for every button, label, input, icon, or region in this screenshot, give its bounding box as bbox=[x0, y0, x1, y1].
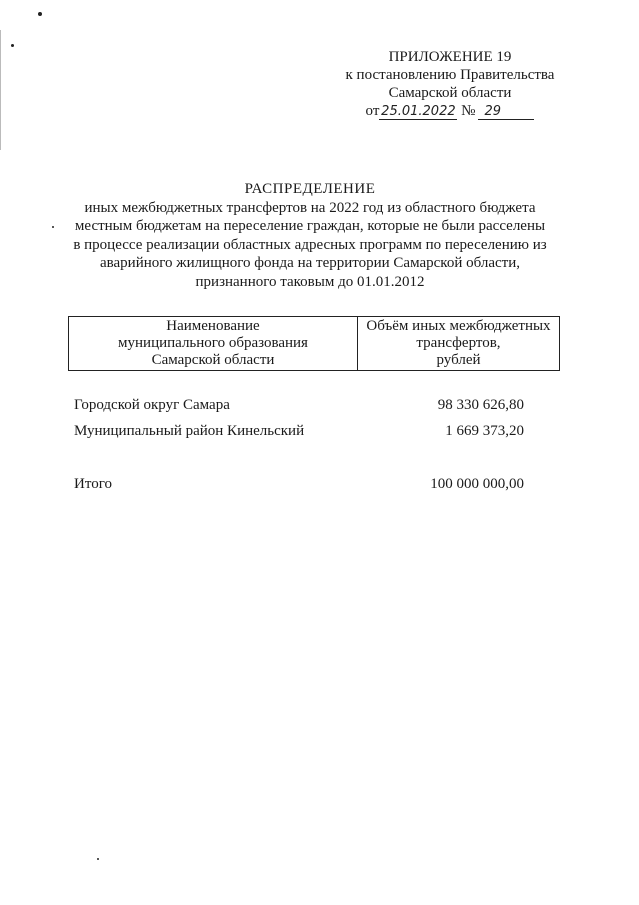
table-row bbox=[74, 422, 524, 448]
row-municipality: Городской округ Самара bbox=[74, 397, 230, 413]
appendix-block bbox=[330, 48, 570, 120]
title-line: признанного таковым до 01.01.2012 bbox=[195, 273, 425, 290]
header-text: Самарской области bbox=[151, 352, 275, 368]
scan-speck bbox=[97, 858, 99, 860]
header-text: рублей bbox=[436, 352, 481, 368]
total-row bbox=[74, 475, 524, 501]
table-row bbox=[74, 396, 524, 422]
header-text: Наименование bbox=[166, 318, 260, 334]
resolution-date-number bbox=[330, 102, 570, 120]
scan-speck bbox=[38, 12, 42, 16]
appendix-reference: к постановлению Правительства bbox=[345, 67, 555, 83]
row-municipality: Муниципальный район Кинельский bbox=[74, 423, 305, 439]
header-text: Объём иных межбюджетных bbox=[366, 318, 551, 334]
scan-edge-line bbox=[0, 30, 1, 150]
scan-speck bbox=[11, 44, 14, 47]
title-line: в процессе реализации областных адресных программ по переселению из bbox=[73, 236, 547, 253]
handwritten-date: 25.01.2022 bbox=[381, 104, 456, 119]
document-title bbox=[60, 180, 560, 291]
table-header bbox=[68, 316, 560, 371]
row-amount: 1 669 373,20 bbox=[445, 423, 524, 439]
header-text: муниципального образования bbox=[118, 335, 308, 351]
total-amount: 100 000 000,00 bbox=[430, 476, 524, 492]
title-line: аварийного жилищного фонда на территории Самарской области, bbox=[99, 255, 520, 271]
header-municipality bbox=[69, 317, 358, 371]
header-text: трансфертов, bbox=[416, 335, 501, 351]
scan-speck bbox=[52, 226, 54, 228]
title-line: иных межбюджетных трансфертов на 2022 год из областного бюджета bbox=[84, 199, 536, 216]
header-amount bbox=[358, 317, 560, 371]
handwritten-number: 29 bbox=[478, 105, 534, 120]
appendix-region: Самарской области bbox=[388, 85, 512, 101]
row-amount: 98 330 626,80 bbox=[437, 397, 524, 413]
title-line: местным бюджетам на переселение граждан, которые не были расселены bbox=[74, 218, 546, 234]
title-heading: РАСПРЕДЕЛЕНИЕ bbox=[244, 181, 376, 197]
from-label: от bbox=[365, 103, 380, 119]
appendix-number: ПРИЛОЖЕНИЕ 19 bbox=[388, 49, 512, 65]
number-sign: № bbox=[461, 103, 476, 119]
distribution-rows bbox=[74, 396, 524, 501]
total-label: Итого bbox=[74, 476, 112, 492]
